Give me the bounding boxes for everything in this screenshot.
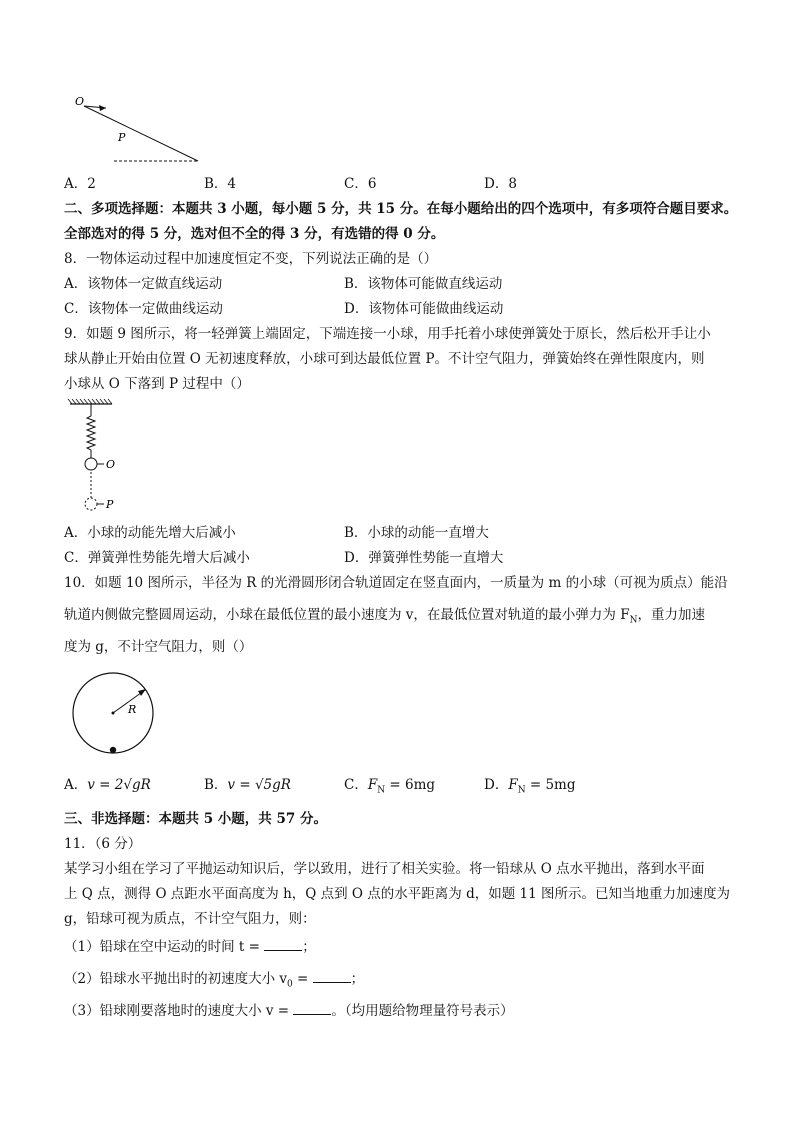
q11-sub1-end: ； — [302, 939, 316, 955]
q7-option-b: B．4 — [204, 176, 237, 192]
q10-option-d-prefix: D． — [484, 777, 509, 793]
q9-option-d: D．弹簧弹性势能一直增大 — [344, 550, 504, 566]
q11-sub1-blank — [264, 938, 302, 951]
q7-option-c: C．6 — [344, 176, 377, 192]
q8-option-a: A．该物体一定做直线运动 — [64, 276, 223, 292]
q10-option-c-tail: = 6mg — [385, 777, 436, 793]
q8-stem: 8．一物体运动过程中加速度恒定不变，下列说法正确的是（） — [64, 251, 438, 267]
q9-stem-line1: 9．如题 9 图所示，将一轻弹簧上端固定，下端连接一小球，用手托着小球使弹簧处于原长，然后松开手让小 — [64, 326, 711, 342]
q7-option-d: D．8 — [484, 176, 517, 192]
q10-option-a-prefix: A． — [64, 777, 88, 793]
section3-heading: 三、非选择题：本题共 5 小题，共 57 分。 — [64, 811, 327, 827]
q10-stem-line2 — [64, 606, 705, 630]
q11-sub2-mid: = — [292, 971, 309, 987]
section2-heading-line1: 二、多项选择题：本题共 3 小题，每小题 5 分，共 15 分。在每小题给出的四个选项中，有多项符合题目要求。 — [64, 201, 738, 217]
q11-sub2-blank — [313, 970, 351, 983]
q8-option-d: D．该物体可能做曲线运动 — [344, 301, 504, 317]
q11-sub2-text: （2）铅球水平抛出时的初速度大小 v — [64, 971, 288, 987]
q10-option-a-expr: v = 2√gR — [87, 777, 151, 793]
q10-option-d-expr: F — [508, 777, 518, 793]
circular-track-figure — [66, 670, 162, 760]
q9-fig-label-o: O — [106, 458, 116, 471]
q11-sub3-text: （3）铅球刚要落地时的速度大小 v = — [64, 1003, 290, 1019]
q10-stem-line2-text: 轨道内侧做完整圆周运动，小球在最低位置的最小速度为 v，在最低位置对轨道的最小弹力为 F — [64, 607, 630, 623]
q11-sub3 — [64, 1002, 514, 1020]
q9-option-a: A．小球的动能先增大后减小 — [64, 525, 236, 541]
q10-option-c-sub: N — [377, 785, 386, 796]
incline-figure — [70, 92, 210, 167]
q11-header: 11．（6 分） — [64, 836, 142, 852]
q10-option-d — [484, 776, 576, 800]
spring-figure — [64, 398, 144, 518]
q11-sub2 — [64, 970, 364, 994]
q9-fig-label-p: P — [106, 498, 114, 511]
fig7-label-p: P — [118, 131, 126, 144]
q9-stem-line3: 小球从 O 下落到 P 过程中（） — [64, 376, 250, 392]
q11-sub3-end: 。（均用题给物理量符号表示） — [331, 1003, 514, 1019]
q11-stem-line2: 上 Q 点，测得 O 点距水平面高度为 h，Q 点到 O 点的水平距离为 d，如题 11 图所示。已知当地重力加速度为 — [64, 886, 730, 902]
q10-option-c-prefix: C． — [344, 777, 368, 793]
q10-fig-label-r: R — [128, 703, 137, 716]
q11-stem-line1: 某学习小组在学习了平抛运动知识后，学以致用，进行了相关实验。将一铅球从 O 点水平抛出，落到水平面 — [64, 861, 705, 877]
q11-sub2-subscript: 0 — [287, 979, 293, 990]
q11-sub1 — [64, 938, 316, 956]
q11-sub2-end: ； — [350, 971, 365, 987]
q10-stem-line3: 度为 g，不计空气阻力，则（） — [64, 639, 253, 655]
q10-option-d-tail: = 5mg — [525, 777, 576, 793]
q10-option-b — [204, 776, 291, 794]
q11-sub1-text: （1）铅球在空中运动的时间 t = — [64, 939, 260, 955]
q10-option-c — [344, 776, 435, 800]
q10-stem-line2-end: ，重力加速 — [637, 607, 705, 623]
q8-option-b: B．该物体可能做直线运动 — [344, 276, 503, 292]
q10-option-c-expr: F — [367, 777, 378, 793]
q10-stem-line1: 10．如题 10 图所示，半径为 R 的光滑圆形闭合轨道固定在竖直面内，一质量为 m 的小球（可视为质点）能沿 — [64, 575, 728, 591]
q10-option-a — [64, 776, 151, 794]
q10-option-d-sub: N — [517, 785, 526, 796]
q8-option-c: C．该物体一定做曲线运动 — [64, 301, 223, 317]
q10-stem-line2-sub: N — [629, 615, 638, 626]
q11-stem-line3: g，铅球可视为质点，不计空气阻力，则： — [64, 911, 316, 927]
q10-option-b-expr: v = √5gR — [227, 777, 291, 793]
q7-option-a: A．2 — [64, 176, 96, 192]
q11-sub3-blank — [293, 1002, 331, 1015]
q9-stem-line2: 球从静止开始由位置 O 无初速度释放，小球可到达最低位置 P。不计空气阻力，弹簧始终在弹性限度内，则 — [64, 351, 705, 367]
section2-heading-line2: 全部选对的得 5 分，选对但不全的得 3 分，有选错的得 0 分。 — [64, 226, 445, 242]
q10-option-b-prefix: B． — [204, 777, 228, 793]
q9-option-b: B．小球的动能一直增大 — [344, 525, 489, 541]
fig7-label-o: O — [75, 95, 85, 108]
q9-option-c: C．弹簧弹性势能先增大后减小 — [64, 550, 250, 566]
